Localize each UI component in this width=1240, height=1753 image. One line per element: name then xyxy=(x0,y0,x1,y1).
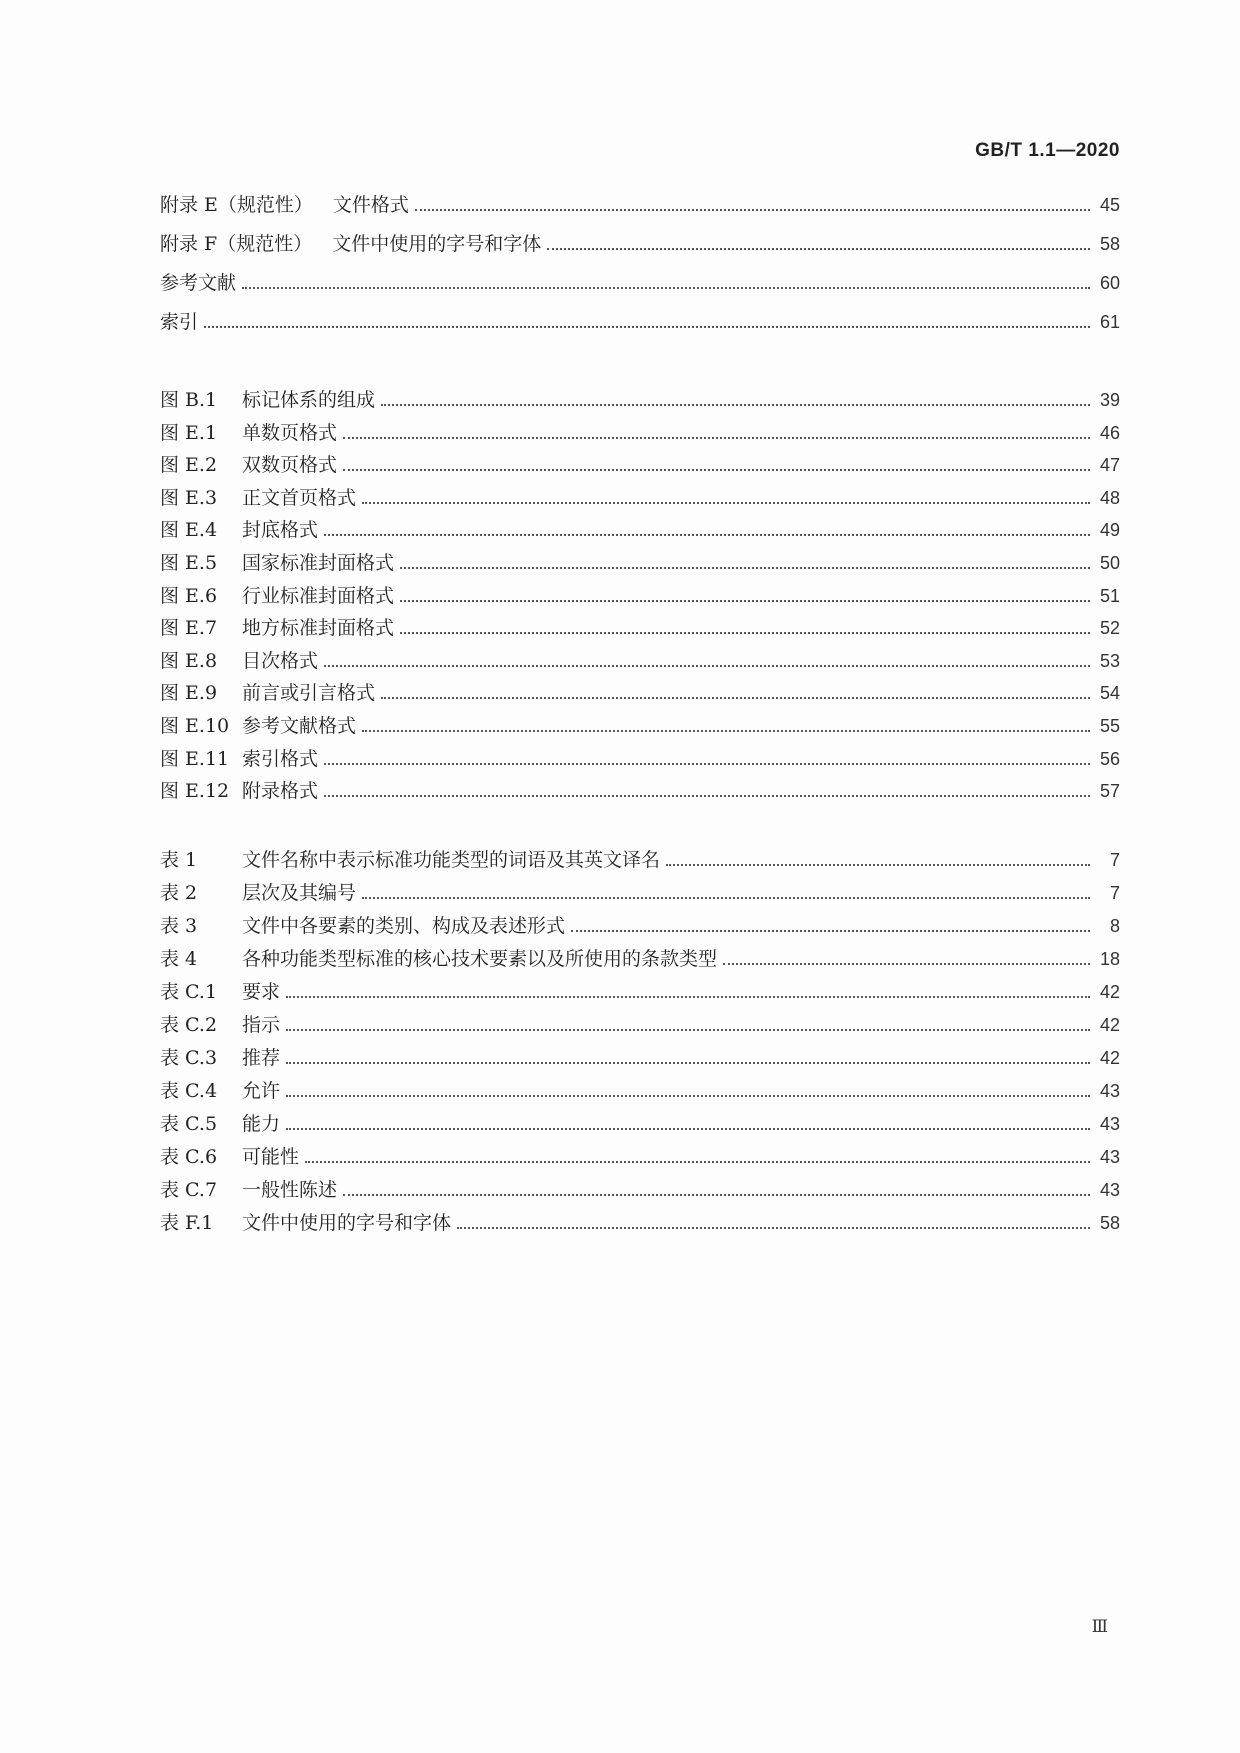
dot-leader xyxy=(286,1127,1090,1130)
dot-leader xyxy=(571,929,1090,932)
toc-entry-code: 图 E.7 xyxy=(160,617,218,640)
toc-entry-title: 目次格式 xyxy=(242,649,319,672)
dot-leader xyxy=(286,995,1090,998)
toc-entry-title: 允许 xyxy=(242,1080,281,1102)
dot-leader xyxy=(362,729,1090,732)
toc-entry-page: 53 xyxy=(1099,650,1120,671)
toc-entry-page: 7 xyxy=(1109,883,1120,903)
dot-leader xyxy=(286,1094,1090,1097)
toc-entry-page: 60 xyxy=(1099,273,1120,293)
toc-entry-title: 层次及其编号 xyxy=(242,882,357,904)
toc-entry-page: 55 xyxy=(1099,715,1120,736)
toc-entry-annex[interactable] xyxy=(160,313,1120,352)
toc-entry-title: 双数页格式 xyxy=(242,454,338,477)
toc-entry-page: 45 xyxy=(1099,195,1120,215)
toc-entry-code: 图 E.6 xyxy=(160,584,218,607)
toc-entry-title: 附录格式 xyxy=(242,780,319,803)
toc-entry-code: 图 E.11 xyxy=(160,747,230,770)
toc-entry-page: 50 xyxy=(1099,552,1120,573)
toc-entry-title: 单数页格式 xyxy=(242,421,338,444)
toc-entry-title: 一般性陈述 xyxy=(242,1179,338,1201)
dot-leader xyxy=(362,896,1090,899)
dot-leader xyxy=(343,1193,1090,1196)
toc-entry-figure[interactable] xyxy=(160,649,1120,685)
toc-entry-figure[interactable] xyxy=(160,391,1120,424)
toc-entry-table[interactable] xyxy=(160,1181,1120,1214)
toc-entry-annex[interactable] xyxy=(160,235,1120,274)
toc-entry-page: 47 xyxy=(1099,455,1120,476)
toc-table-list xyxy=(160,851,1120,1247)
dot-leader xyxy=(286,1028,1090,1031)
dot-leader xyxy=(400,599,1090,602)
toc-entry-page: 43 xyxy=(1099,1114,1120,1134)
toc-entry-table[interactable] xyxy=(160,1049,1120,1082)
toc-entry-code: 表 C.6 xyxy=(160,1146,218,1168)
dot-leader xyxy=(457,1226,1090,1229)
toc-entry-code: 图 E.2 xyxy=(160,454,218,477)
toc-entry-page: 46 xyxy=(1099,422,1120,443)
dot-leader xyxy=(242,286,1090,289)
toc-entry-page: 42 xyxy=(1099,982,1120,1002)
toc-entry-code: 图 E.4 xyxy=(160,519,218,542)
toc-entry-code: 附录 F（规范性） xyxy=(160,233,313,255)
toc-entry-code: 表 C.3 xyxy=(160,1047,218,1069)
toc-entry-code: 表 2 xyxy=(160,882,198,904)
toc-entry-title: 文件格式 xyxy=(332,194,409,216)
document-number: GB/T 1.1—2020 xyxy=(975,140,1120,161)
toc-entry-page: 51 xyxy=(1099,585,1120,606)
toc-entry-page: 56 xyxy=(1099,748,1120,769)
toc-entry-code: 图 E.3 xyxy=(160,486,218,509)
toc-entry-table[interactable] xyxy=(160,1148,1120,1181)
toc-entry-code: 表 C.4 xyxy=(160,1080,218,1102)
toc-entry-annex[interactable] xyxy=(160,196,1120,235)
toc-entry-figure[interactable] xyxy=(160,421,1120,457)
dot-leader xyxy=(415,208,1090,211)
toc-entry-page: 57 xyxy=(1099,781,1120,802)
dot-leader xyxy=(400,631,1090,634)
toc-entry-title: 行业标准封面格式 xyxy=(242,584,395,607)
toc-entry-page: 43 xyxy=(1099,1147,1120,1167)
toc-entry-code: 表 1 xyxy=(160,849,198,871)
toc-entry-code: 表 F.1 xyxy=(160,1212,214,1234)
toc-entry-title: 国家标准封面格式 xyxy=(242,551,395,574)
toc-entry-table[interactable] xyxy=(160,851,1120,884)
toc-entry-page: 42 xyxy=(1099,1048,1120,1068)
toc-entry-table[interactable] xyxy=(160,1016,1120,1049)
toc-entry-figure[interactable] xyxy=(160,714,1120,750)
toc-entry-title: 地方标准封面格式 xyxy=(242,617,395,640)
dot-leader xyxy=(381,403,1090,406)
toc-entry-code: 图 E.9 xyxy=(160,682,218,705)
toc-entry-page: 39 xyxy=(1099,390,1120,410)
toc-entry-page: 7 xyxy=(1109,850,1120,870)
toc-entry-table[interactable] xyxy=(160,1115,1120,1148)
toc-entry-code: 图 E.5 xyxy=(160,551,218,574)
toc-figure-list xyxy=(160,391,1120,815)
toc-entry-table[interactable] xyxy=(160,884,1120,917)
toc-entry-code: 图 B.1 xyxy=(160,389,218,411)
toc-entry-title: 参考文献 xyxy=(160,272,237,294)
toc-entry-table[interactable] xyxy=(160,950,1120,983)
toc-entry-page: 42 xyxy=(1099,1015,1120,1035)
toc-entry-figure[interactable] xyxy=(160,456,1120,489)
toc-entry-title: 索引格式 xyxy=(242,747,319,770)
toc-entry-page: 18 xyxy=(1099,949,1120,969)
dot-leader xyxy=(343,468,1090,471)
toc-entry-title: 文件名称中表示标准功能类型的词语及其英文译名 xyxy=(242,849,661,871)
toc-entry-title: 文件中使用的字号和字体 xyxy=(332,233,542,255)
toc-entry-figure[interactable] xyxy=(160,486,1120,522)
toc-entry-title: 指示 xyxy=(242,1014,281,1036)
toc-entry-title: 参考文献格式 xyxy=(242,714,357,737)
toc-entry-code: 图 E.1 xyxy=(160,421,218,444)
toc-entry-page: 48 xyxy=(1099,487,1120,508)
dot-leader xyxy=(324,794,1090,797)
toc-entry-page: 8 xyxy=(1109,916,1120,936)
toc-entry-code: 附录 E（规范性） xyxy=(160,194,313,216)
toc-entry-title: 可能性 xyxy=(242,1146,300,1168)
toc-entry-table[interactable] xyxy=(160,1082,1120,1115)
dot-leader xyxy=(723,962,1090,965)
dot-leader xyxy=(286,1061,1090,1064)
toc-entry-code: 表 C.5 xyxy=(160,1113,218,1135)
toc-entry-figure[interactable] xyxy=(160,747,1120,783)
toc-entry-title: 能力 xyxy=(242,1113,281,1135)
toc-entry-table[interactable] xyxy=(160,983,1120,1016)
toc-entry-page: 43 xyxy=(1099,1081,1120,1101)
toc-entry-table[interactable] xyxy=(160,1214,1120,1247)
toc-entry-figure[interactable] xyxy=(160,551,1120,587)
toc-annex-list xyxy=(160,196,1120,352)
toc-entry-title: 索引 xyxy=(160,311,199,333)
toc-entry-page: 61 xyxy=(1099,312,1120,332)
dot-leader xyxy=(666,863,1090,866)
toc-entry-figure[interactable] xyxy=(160,619,1120,652)
toc-entry-page: 49 xyxy=(1099,520,1120,541)
toc-entry-title: 文件中使用的字号和字体 xyxy=(242,1212,452,1234)
toc-entry-title: 各种功能类型标准的核心技术要素以及所使用的条款类型 xyxy=(242,948,718,970)
dot-leader xyxy=(305,1160,1090,1163)
dot-leader xyxy=(324,533,1090,536)
toc-entry-title: 推荐 xyxy=(242,1047,281,1069)
dot-leader xyxy=(381,696,1090,699)
toc-entry-figure[interactable] xyxy=(160,782,1120,815)
toc-entry-title: 封底格式 xyxy=(242,519,319,542)
page-number: Ⅲ xyxy=(1091,1617,1108,1636)
toc-entry-title: 前言或引言格式 xyxy=(242,682,376,705)
toc-entry-page: 43 xyxy=(1099,1180,1120,1200)
dot-leader xyxy=(324,762,1090,765)
toc-entry-code: 表 4 xyxy=(160,948,198,970)
toc-entry-figure[interactable] xyxy=(160,521,1120,554)
toc-entry-page: 54 xyxy=(1099,683,1120,704)
toc-entry-figure[interactable] xyxy=(160,584,1120,620)
toc-entry-code: 表 C.7 xyxy=(160,1179,218,1201)
toc-entry-annex[interactable] xyxy=(160,274,1120,313)
toc-entry-page: 58 xyxy=(1099,1213,1120,1233)
toc-entry-title: 标记体系的组成 xyxy=(242,389,376,411)
dot-leader xyxy=(362,501,1090,504)
toc-entry-figure[interactable] xyxy=(160,684,1120,717)
toc-entry-code: 图 E.8 xyxy=(160,649,218,672)
dot-leader xyxy=(324,664,1090,667)
toc-entry-code: 表 C.2 xyxy=(160,1014,218,1036)
toc-entry-table[interactable] xyxy=(160,917,1120,950)
dot-leader xyxy=(343,436,1090,439)
toc-entry-title: 要求 xyxy=(242,981,281,1003)
toc-entry-code: 图 E.10 xyxy=(160,714,230,737)
toc-entry-title: 文件中各要素的类别、构成及表述形式 xyxy=(242,915,566,937)
dot-leader xyxy=(204,325,1090,328)
toc-entry-page: 58 xyxy=(1099,234,1120,254)
toc-entry-code: 表 3 xyxy=(160,915,198,937)
toc-entry-code: 表 C.1 xyxy=(160,981,218,1003)
toc-entry-page: 52 xyxy=(1099,618,1120,639)
dot-leader xyxy=(400,566,1090,569)
dot-leader xyxy=(547,247,1090,250)
toc-entry-title: 正文首页格式 xyxy=(242,486,357,509)
toc-entry-code: 图 E.12 xyxy=(160,780,230,803)
